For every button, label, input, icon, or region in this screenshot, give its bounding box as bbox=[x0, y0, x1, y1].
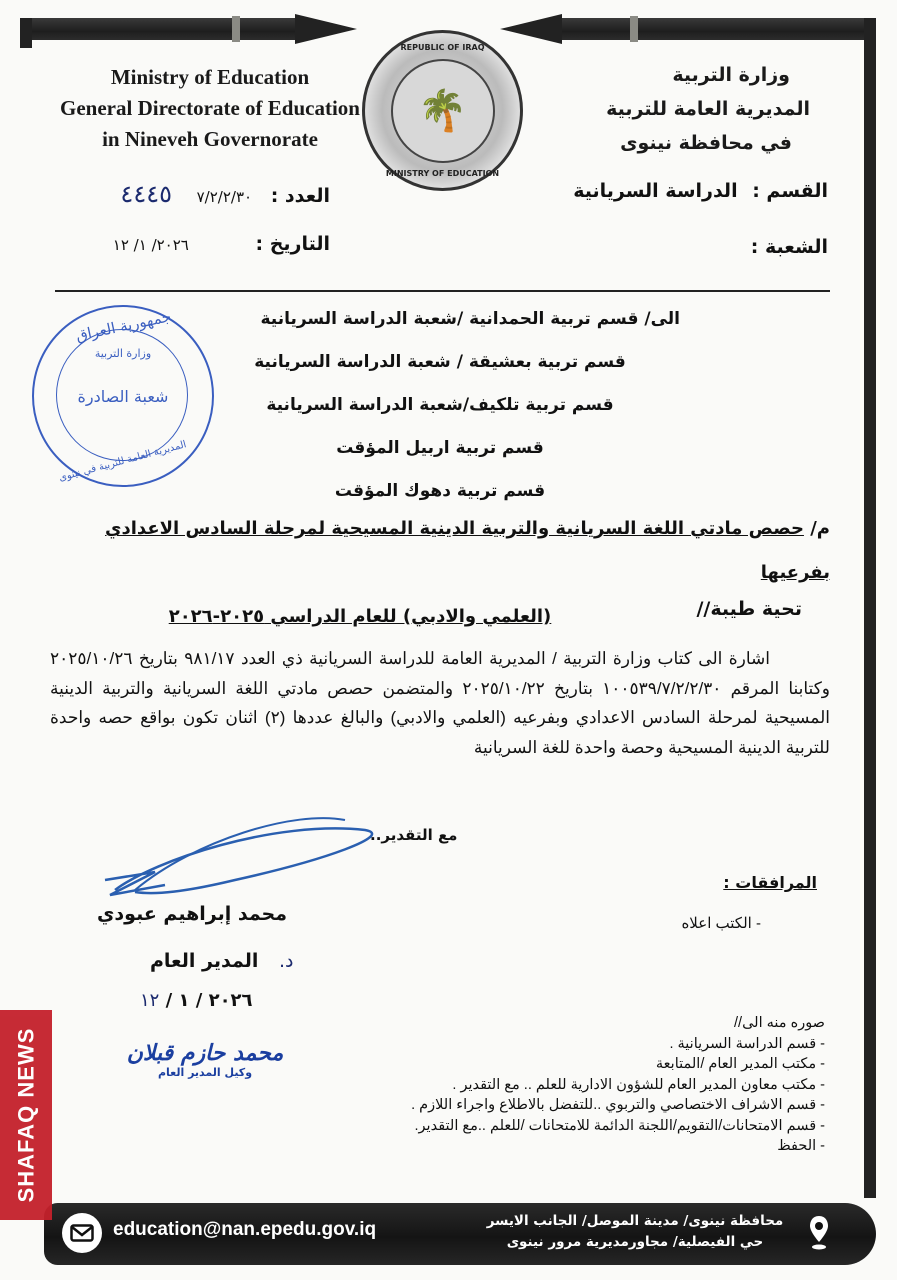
arabic-letterhead-line: المديرية العامة للتربية bbox=[606, 98, 810, 120]
footer-address-line: محافظة نينوى/ مدينة الموصل/ الجانب الايسر bbox=[486, 1213, 784, 1229]
subject-prefix: م/ bbox=[810, 518, 830, 539]
frame-left-edge bbox=[20, 18, 32, 48]
attachments-label-text: المرافقات : bbox=[723, 873, 817, 892]
letter-date-label: التاريخ : bbox=[255, 233, 330, 255]
pen-nib-right-icon bbox=[500, 14, 562, 44]
recipient: قسم تربية بعشيقة / شعبة الدراسة السريانية bbox=[254, 352, 626, 372]
shafaq-news-watermark bbox=[0, 1010, 52, 1220]
header-pen-bar-right bbox=[555, 18, 875, 40]
outgoing-stamp bbox=[32, 305, 214, 487]
recipient: الى/ قسم تربية الحمدانية /شعبة الدراسة السريانية bbox=[260, 309, 680, 329]
greeting: تحية طيبة// bbox=[696, 598, 802, 620]
signatory-name: محمد إبراهيم عبودي bbox=[97, 903, 288, 925]
signature-date bbox=[140, 990, 253, 1011]
seal-bottom-text: MINISTRY OF EDUCATION bbox=[385, 169, 500, 178]
stamp-bottom-text: المديرية العامة للتربية في نينوى bbox=[58, 439, 188, 484]
palm-tree-emblem-icon: 🌴 bbox=[391, 59, 495, 163]
stamp-sub-text: وزارة التربية bbox=[94, 347, 152, 360]
footer-email[interactable]: education@nan.epedu.gov.iq bbox=[113, 1219, 377, 1240]
arabic-letterhead-line: في محافظة نينوى bbox=[620, 132, 792, 154]
english-letterhead bbox=[60, 62, 360, 155]
reference-number-value: ٧/٢/٢/٣٠ bbox=[196, 188, 253, 206]
letter-date bbox=[60, 233, 330, 255]
watermark-text: SHAFAQ NEWS bbox=[13, 1027, 39, 1203]
english-letterhead-line: Ministry of Education bbox=[110, 65, 310, 89]
recipient: قسم تربية اربيل المؤقت bbox=[336, 438, 544, 458]
pen-nib-left-icon bbox=[295, 14, 357, 44]
pen-band-left bbox=[232, 16, 240, 42]
department bbox=[560, 180, 828, 202]
department-label: القسم : bbox=[752, 180, 828, 202]
deputy-stamp bbox=[110, 1040, 300, 1079]
frame-right-edge bbox=[864, 18, 876, 1198]
section-label: الشعبة : bbox=[750, 236, 828, 258]
english-letterhead-line: in Nineveh Governorate bbox=[102, 127, 318, 151]
envelope-icon bbox=[62, 1213, 102, 1253]
copy-recipient: - الحفظ bbox=[777, 1138, 825, 1154]
letter-body: اشارة الى كتاب وزارة التربية / المديرية العامة للدراسة السريانية ذي العدد ٩٨١/١٧ بتاريخ ٢٠٢٥/١٠/٢٦ وكتابنا المرقم ١٠٠٥٣٩/٧/٢/٢/٣٠ بتاريخ ٢٠٢٥/١٠/٢٢ والمتضمن حصص مادتي اللغة السريانية والتربية الدينية المسيحية لمرحلة السادس الاعدادي وبفرعيه (العلمي والادبي) والبالغ عددها (٢) اثنان تكون بواقع حصه واحدة للتربية الدينية المسيحية وحصة واحدة للغة السريانية bbox=[50, 649, 830, 757]
pen-band-right bbox=[630, 16, 638, 42]
reference-number-handwritten: ٤٤٤٥ bbox=[120, 180, 172, 208]
arabic-letterhead-line: وزارة التربية bbox=[672, 64, 790, 86]
copies-to bbox=[411, 1013, 825, 1157]
ministry-seal bbox=[362, 30, 523, 191]
section bbox=[560, 236, 828, 258]
subject-line-1: حصص مادتي اللغة السريانية والتربية الدينية المسيحية لمرحلة السادس الاعدادي بفرعيها bbox=[105, 518, 830, 583]
recipients-list bbox=[200, 298, 680, 513]
closing-regards: مع التقدير.. bbox=[370, 826, 458, 844]
signatory-title bbox=[150, 950, 294, 972]
recipient: قسم تربية دهوك المؤقت bbox=[334, 481, 546, 501]
letter-date-value: ٢٠٢٦/ ١/ ١٢ bbox=[112, 236, 189, 254]
signatory-title-text: المدير العام bbox=[150, 950, 259, 972]
stamp-center-text: شعبة الصادرة bbox=[77, 386, 169, 406]
copy-recipient: - قسم الدراسة السريانية . bbox=[669, 1035, 825, 1052]
reference-number bbox=[60, 180, 330, 208]
copy-recipient: - مكتب معاون المدير العام للشؤون الادارية للعلم .. مع التقدير . bbox=[452, 1076, 825, 1093]
signature-date-handwritten: ١٢ bbox=[140, 990, 160, 1011]
header-pen-bar-left bbox=[20, 18, 300, 40]
footer-address bbox=[470, 1211, 800, 1253]
copy-recipient: - قسم الامتحانات/التقويم/اللجنة الدائمة للامتحانات /للعلم ..مع التقدير. bbox=[414, 1117, 825, 1134]
signatory-title-prefix: د. bbox=[278, 950, 294, 972]
signature-scribble bbox=[95, 800, 395, 910]
attachments-label bbox=[723, 873, 817, 892]
location-pin-icon bbox=[808, 1214, 830, 1252]
department-value: الدراسة السريانية bbox=[573, 180, 738, 202]
deputy-title: وكيل المدير العام bbox=[157, 1066, 253, 1079]
recipient: قسم تربية تلكيف/شعبة الدراسة السريانية bbox=[266, 395, 614, 415]
seal-top-text: REPUBLIC OF IRAQ bbox=[400, 43, 485, 52]
deputy-name: محمد حازم قبلان bbox=[126, 1040, 284, 1066]
arabic-letterhead bbox=[560, 58, 810, 160]
english-letterhead-line: General Directorate of Education bbox=[60, 96, 360, 120]
copies-to-label: صوره منه الى// bbox=[734, 1015, 825, 1031]
header-divider bbox=[55, 290, 830, 292]
copy-recipient: - قسم الاشراف الاختصاصي والتربوي ..للتفضل بالاطلاع واجراء اللازم . bbox=[411, 1097, 825, 1113]
footer-address-line: حي الفيصلية/ مجاورمديرية مرور نينوى bbox=[506, 1234, 764, 1250]
copy-recipient: - مكتب المدير العام /المتابعة bbox=[655, 1056, 825, 1072]
signature-date-printed: ٢٠٢٦ / ١ / bbox=[165, 990, 253, 1011]
attachment-item: - الكتب اعلاه bbox=[681, 915, 761, 932]
stamp-top-text: جمهورية العراق bbox=[73, 307, 173, 345]
subject-line-2: (العلمي والادبي) للعام الدراسي ٢٠٢٥-٢٠٢٦ bbox=[168, 606, 552, 627]
reference-number-label: العدد : bbox=[270, 185, 330, 207]
